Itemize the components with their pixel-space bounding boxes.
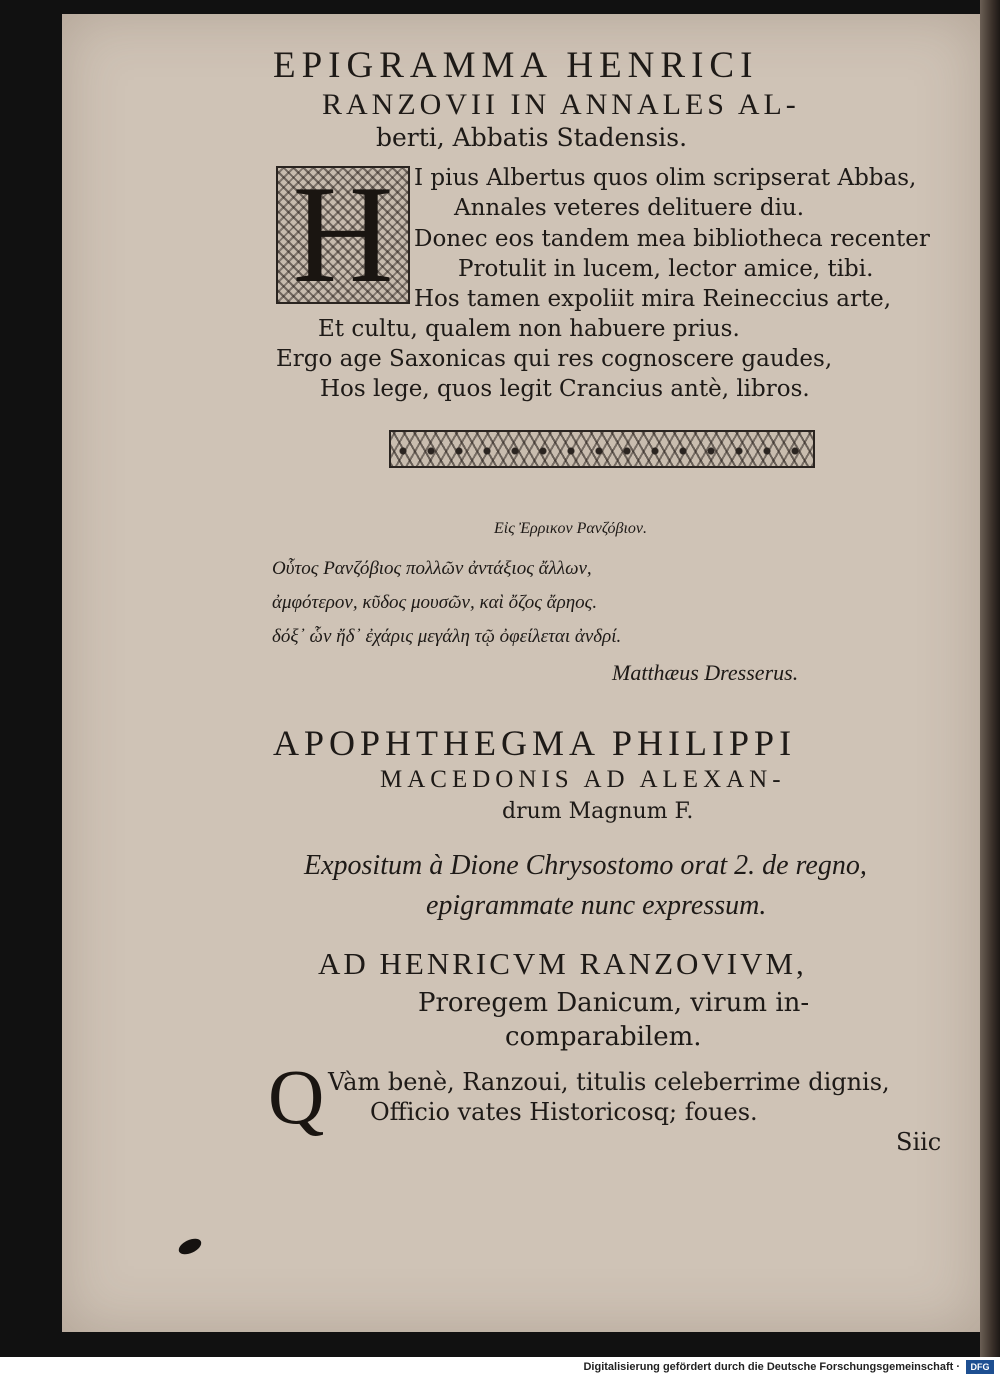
greek-verse-2: ἀμφότερον, κῦδος μουσῶν, καὶ ὄζος ἄρηος. xyxy=(272,592,598,613)
initial-h-glyph: H xyxy=(292,157,394,312)
epigram-title-line-3: berti, Abbatis Stadensis. xyxy=(376,123,688,152)
expositum-line-1: Expositum à Dione Chrysostomo orat 2. de regno, xyxy=(304,850,867,881)
decorated-initial-h xyxy=(276,157,410,312)
verse-line-4: Protulit in lucem, lector amice, tibi. xyxy=(458,256,874,282)
apophthegma-title-line-3: drum Magnum F. xyxy=(502,799,694,824)
verse-line-6: Et cultu, qualem non habuere prius. xyxy=(318,316,740,342)
digitization-footer xyxy=(0,1357,1000,1378)
book-spine-edge xyxy=(980,0,1000,1357)
epigram-title-line-2: RANZOVII IN ANNALES AL- xyxy=(322,88,800,121)
catchword: Siic xyxy=(896,1128,942,1156)
epigram-title-line-1: EPIGRAMMA HENRICI xyxy=(273,45,759,86)
greek-title: Εἰς Ἐρρικον Ρανζόβιον. xyxy=(494,520,647,537)
footer-credit-text: Digitalisierung gefördert durch die Deutsche Forschungsgemeinschaft · xyxy=(583,1361,960,1373)
verse-line-1: I pius Albertus quos olim scripserat Abbas, xyxy=(414,165,917,191)
expositum-line-2: epigrammate nunc expressum. xyxy=(426,890,767,921)
verse-line-8: Hos lege, quos legit Crancius antè, libros. xyxy=(320,376,810,402)
final-verse-line-2: Officio vates Historicosq; foues. xyxy=(370,1098,758,1126)
greek-verse-1: Οὗτος Ρανζόβιος πολλῶν ἀντάξιος ἄλλων, xyxy=(272,558,592,579)
apophthegma-title-line-2: MACEDONIS AD ALEXAN- xyxy=(380,766,786,793)
greek-signature: Matthæus Dresserus. xyxy=(612,660,799,685)
apophthegma-title-line-1: APOPHTHEGMA PHILIPPI xyxy=(273,723,797,763)
dfg-logo-icon: DFG xyxy=(966,1360,994,1374)
dedication-title-line-1: AD HENRICVM RANZOVIVM, xyxy=(318,946,807,981)
dedication-title-line-3: comparabilem. xyxy=(505,1022,702,1052)
initial-letter-q: Q xyxy=(268,1053,325,1140)
verse-line-2: Annales veteres delituere diu. xyxy=(454,195,805,221)
greek-verse-3: δόξ᾽ ὧν ἤδ᾽ ἐχάρις μεγάλη τῷ ὀφείλεται ἀνδρί. xyxy=(272,626,622,647)
final-verse-line-1: Vàm benè, Ranzoui, titulis celeberrime dignis, xyxy=(328,1068,890,1096)
verse-line-5: Hos tamen expoliit mira Reineccius arte, xyxy=(414,286,892,312)
ornamental-border-band xyxy=(389,430,815,468)
verse-line-7: Ergo age Saxonicas qui res cognoscere gaudes, xyxy=(276,346,833,372)
dedication-title-line-2: Proregem Danicum, virum in- xyxy=(418,988,810,1018)
verse-line-3: Donec eos tandem mea bibliotheca recenter xyxy=(414,226,930,252)
